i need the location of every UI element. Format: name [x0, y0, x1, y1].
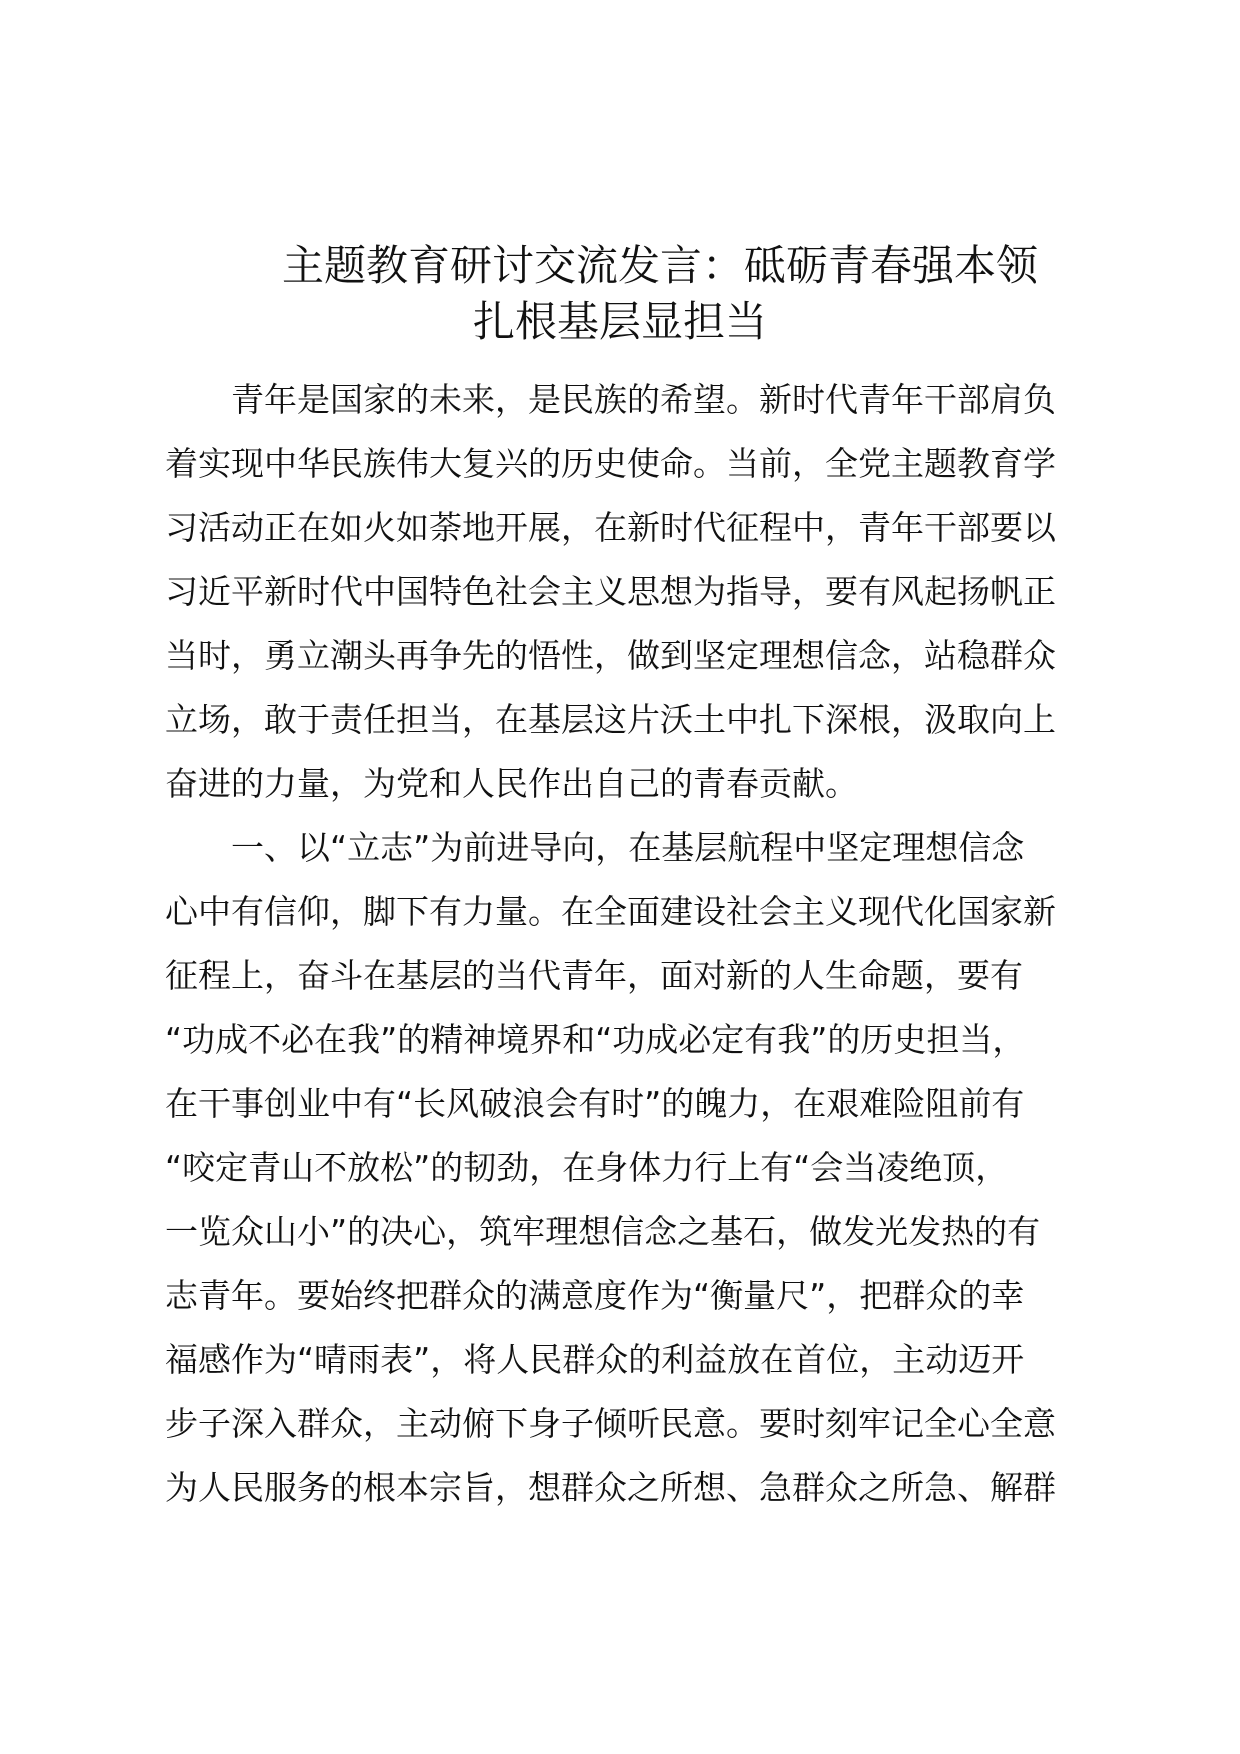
body-line: 青年是国家的未来，是民族的希望。新时代青年干部肩负	[231, 380, 1056, 419]
body-line: 在干事创业中有“长风破浪会有时”的魄力，在艰难险阻前有	[165, 1084, 1025, 1123]
body-line: 为人民服务的根本宗旨，想群众之所想、急群众之所急、解群	[165, 1468, 1056, 1507]
body-line: 当时，勇立潮头再争先的悟性，做到坚定理想信念，站稳群众	[165, 636, 1056, 675]
body-line: 一览众山小”的决心，筑牢理想信念之基石，做发光发热的有	[165, 1212, 1041, 1251]
document-title	[160, 238, 1080, 350]
title-line-2: 扎根基层显担当	[472, 297, 767, 346]
body-line: 一、以“立志”为前进导向，在基层航程中坚定理想信念	[231, 828, 1025, 867]
body-line: 立场，敢于责任担当，在基层这片沃土中扎下深根，汲取向上	[165, 700, 1056, 739]
body-line: 福感作为“晴雨表”，将人民群众的利益放在首位，主动迈开	[165, 1340, 1025, 1379]
body-line: 着实现中华民族伟大复兴的历史使命。当前，全党主题教育学	[165, 444, 1056, 483]
body-line: 心中有信仰，脚下有力量。在全面建设社会主义现代化国家新	[165, 892, 1056, 931]
body-line: 习活动正在如火如荼地开展，在新时代征程中，青年干部要以	[165, 508, 1056, 547]
title-line-1: 主题教育研讨交流发言：砥砺青春强本领	[281, 241, 1038, 290]
body-line: 习近平新时代中国特色社会主义思想为指导，要有风起扬帆正	[165, 572, 1056, 611]
body-line: 征程上，奋斗在基层的当代青年，面对新的人生命题，要有	[165, 956, 1023, 995]
body-line: 步子深入群众，主动俯下身子倾听民意。要时刻牢记全心全意	[165, 1404, 1056, 1443]
body-line: 志青年。要始终把群众的满意度作为“衡量尺”，把群众的幸	[165, 1276, 1025, 1315]
document-body	[165, 368, 1090, 1520]
body-line: 奋进的力量，为党和人民作出自己的青春贡献。	[165, 764, 858, 803]
body-line: “咬定青山不放松”的韧劲，在身体力行上有“会当凌绝顶，	[165, 1148, 1009, 1187]
body-line: “功成不必在我”的精神境界和“功成必定有我”的历史担当，	[165, 1020, 1026, 1059]
